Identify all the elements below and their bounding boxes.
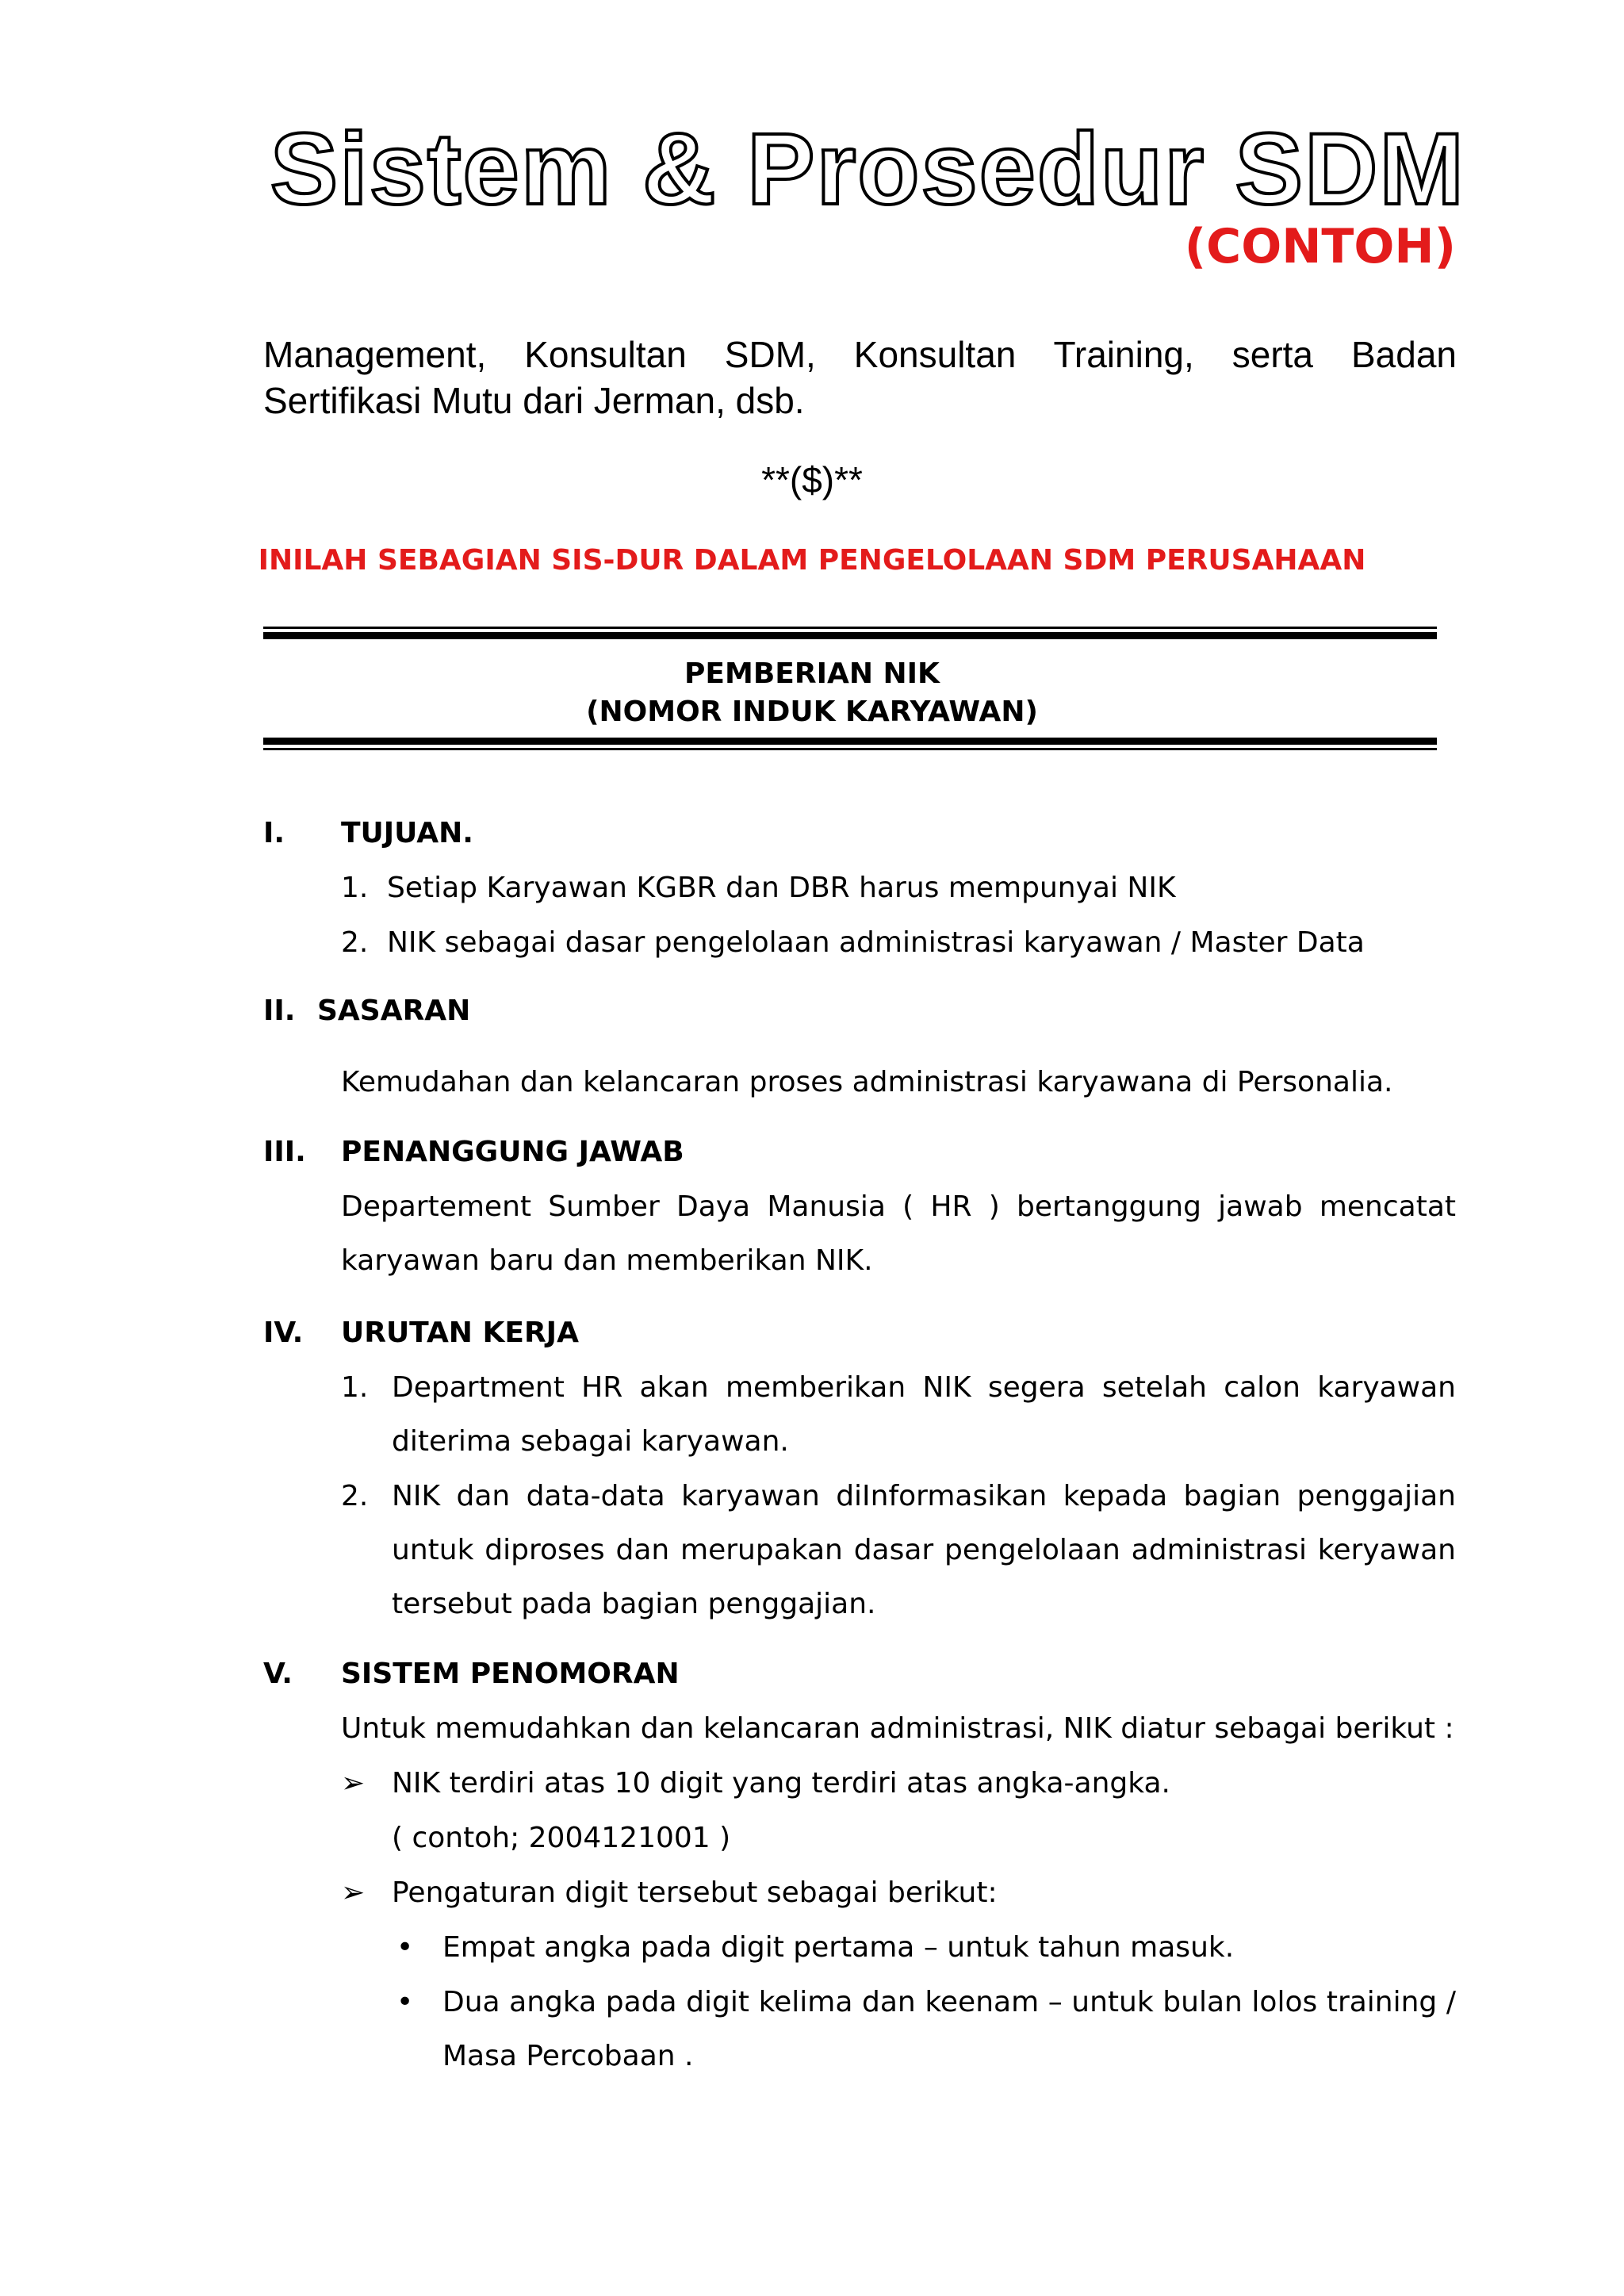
section-2-number: II. bbox=[263, 995, 296, 1027]
red-heading: INILAH SEBAGIAN SIS-DUR DALAM PENGELOLAAN SDM PERUSAHAAN bbox=[258, 544, 1366, 577]
section-5-bullet-1-text: Empat angka pada digit pertama – untuk tahun masuk. bbox=[442, 1931, 1235, 1964]
arrow-bullet-icon: ➢ bbox=[341, 1876, 366, 1909]
section-4-number: IV. bbox=[263, 1317, 304, 1349]
document-subtitle: (CONTOH) bbox=[1184, 219, 1456, 274]
section-5-number: V. bbox=[263, 1658, 293, 1690]
procedure-title bbox=[0, 655, 1624, 731]
section-1-item-2-text: NIK sebagai dasar pengelolaan administrasi karyawan / Master Data bbox=[387, 926, 1365, 959]
document-title: Sistem & Prosedur SDM bbox=[270, 113, 1465, 226]
procedure-title-line1: PEMBERIAN NIK bbox=[684, 657, 940, 690]
section-5-bullet-2-text: Dua angka pada digit kelima dan keenam – untuk bulan lolos training / Masa Percobaan . bbox=[442, 1986, 1456, 2072]
arrow-bullet-icon: ➢ bbox=[341, 1767, 366, 1800]
section-1-item-2-number: 2. bbox=[341, 926, 369, 959]
procedure-title-line2: (NOMOR INDUK KARYAWAN) bbox=[586, 696, 1038, 728]
section-1-number: I. bbox=[263, 817, 285, 849]
section-1-item-1-number: 1. bbox=[341, 872, 369, 904]
section-5-arrow-2-text: Pengaturan digit tersebut sebagai berikut: bbox=[392, 1876, 998, 1909]
intro-paragraph: Management, Konsultan SDM, Konsultan Training, serta Badan Sertifikasi Mutu dari Jerman, dsb. bbox=[263, 334, 1457, 421]
section-4-title: URUTAN KERJA bbox=[341, 1317, 579, 1349]
section-5-arrow-1-example: ( contoh; 2004121001 ) bbox=[392, 1822, 731, 1854]
separator-text: **($)** bbox=[761, 459, 863, 500]
section-2-text: Kemudahan dan kelancaran proses administrasi karyawana di Personalia. bbox=[341, 1066, 1393, 1098]
section-4-item-1-number: 1. bbox=[341, 1371, 369, 1404]
section-5-arrow-1-text: NIK terdiri atas 10 digit yang terdiri atas angka-angka. bbox=[392, 1767, 1170, 1800]
dot-bullet-icon: • bbox=[396, 1986, 414, 2018]
section-3-title: PENANGGUNG JAWAB bbox=[341, 1136, 684, 1168]
section-3-number: III. bbox=[263, 1136, 306, 1168]
section-2-title: SASARAN bbox=[317, 995, 471, 1027]
section-1-title: TUJUAN. bbox=[341, 817, 473, 849]
dot-bullet-icon: • bbox=[396, 1931, 414, 1964]
section-4-item-1-text: Department HR akan memberikan NIK segera setelah calon karyawan diterima sebagai karyawan. bbox=[392, 1371, 1456, 1458]
top-double-rule bbox=[263, 627, 1437, 639]
section-1-item-1-text: Setiap Karyawan KGBR dan DBR harus mempunyai NIK bbox=[387, 872, 1176, 904]
section-5-title: SISTEM PENOMORAN bbox=[341, 1658, 680, 1690]
section-4-item-2-number: 2. bbox=[341, 1480, 369, 1512]
section-3-text: Departement Sumber Daya Manusia ( HR ) bertanggung jawab mencatat karyawan baru dan memberikan NIK. bbox=[341, 1190, 1456, 1277]
section-5-text: Untuk memudahkan dan kelancaran administrasi, NIK diatur sebagai berikut : bbox=[341, 1712, 1454, 1745]
bottom-double-rule bbox=[263, 738, 1437, 750]
section-4-item-2-text: NIK dan data-data karyawan diInformasikan kepada bagian penggajian untuk diproses dan merupakan dasar pengelolaan administrasi keryawan tersebut pada bagian penggajian. bbox=[392, 1480, 1456, 1620]
